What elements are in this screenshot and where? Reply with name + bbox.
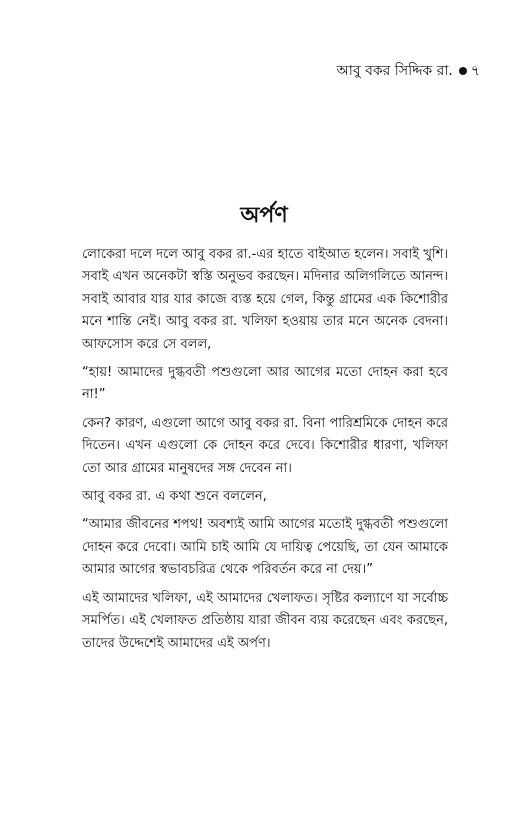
paragraph-3: কেন? কারণ, এগুলো আগে আবু বকর রা. বিনা পারিশ্রমিকে দোহন করে দিতেন। এখন এগুলো কে দোহন করে দেবে। কিশোরীর ধারণা, খলিফা তো আর গ্রামের মানুষদের সঙ্গ দেবেন না। [82, 415, 448, 476]
paragraph-1: লোকেরা দলে দলে আবু বকর রা.-এর হাতে বাইআত হলেন। সবাই খুশি। সবাই এখন অনেকটা স্বস্তি অনুভব করছেন। মদিনার অলিগলিতে আনন্দ। সবাই আবার যার যার কাজে ব্যস্ত হয়ে গেল, কিন্তু গ্রামের এক কিশোরীর মনে শান্তি নেই। আবু বকর রা. খলিফা হওয়ায় তার মনে অনেক বেদনা। আফসোস করে সে বলল, [82, 247, 448, 352]
running-header [337, 62, 481, 80]
paragraph-4: আবু বকর রা. এ কথা শুনে বললেন, [82, 489, 267, 505]
paragraph-5-quote: “আমার জীবনের শপথ! অবশ্যই আমি আগের মতোই দুগ্ধবতী পশুগুলো দোহন করে দেবো। আমি চাই আমি যে দায়িত্ব পেয়েছি, তা যেন আমাকে আমার আগের স্বভাবচরিত্র থেকে পরিবর্তন করে না দেয়।” [82, 517, 448, 578]
page-title: অর্পণ [240, 203, 288, 228]
running-header-book-title: আবু বকর সিদ্দিক রা. [336, 63, 453, 79]
body-text [82, 244, 448, 661]
paragraph-2-quote: “হায়! আমাদের দুগ্ধবতী পশুগুলো আর আগের মতো দোহন করা হবে না!” [82, 365, 448, 403]
page-number: ৭ [470, 63, 480, 79]
paragraph-6: এই আমাদের খলিফা, এই আমাদের খেলাফত। সৃষ্টির কল্যাণে যা সর্বোচ্চ সমর্পিত। এই খেলাফত প্রতিষ্ঠায় যারা জীবন ব্যয় করেছেন এবং করছেন, তাদের উদ্দেশেই আমাদের এই অর্পণ। [82, 590, 448, 651]
bullet-separator-icon [459, 67, 467, 75]
